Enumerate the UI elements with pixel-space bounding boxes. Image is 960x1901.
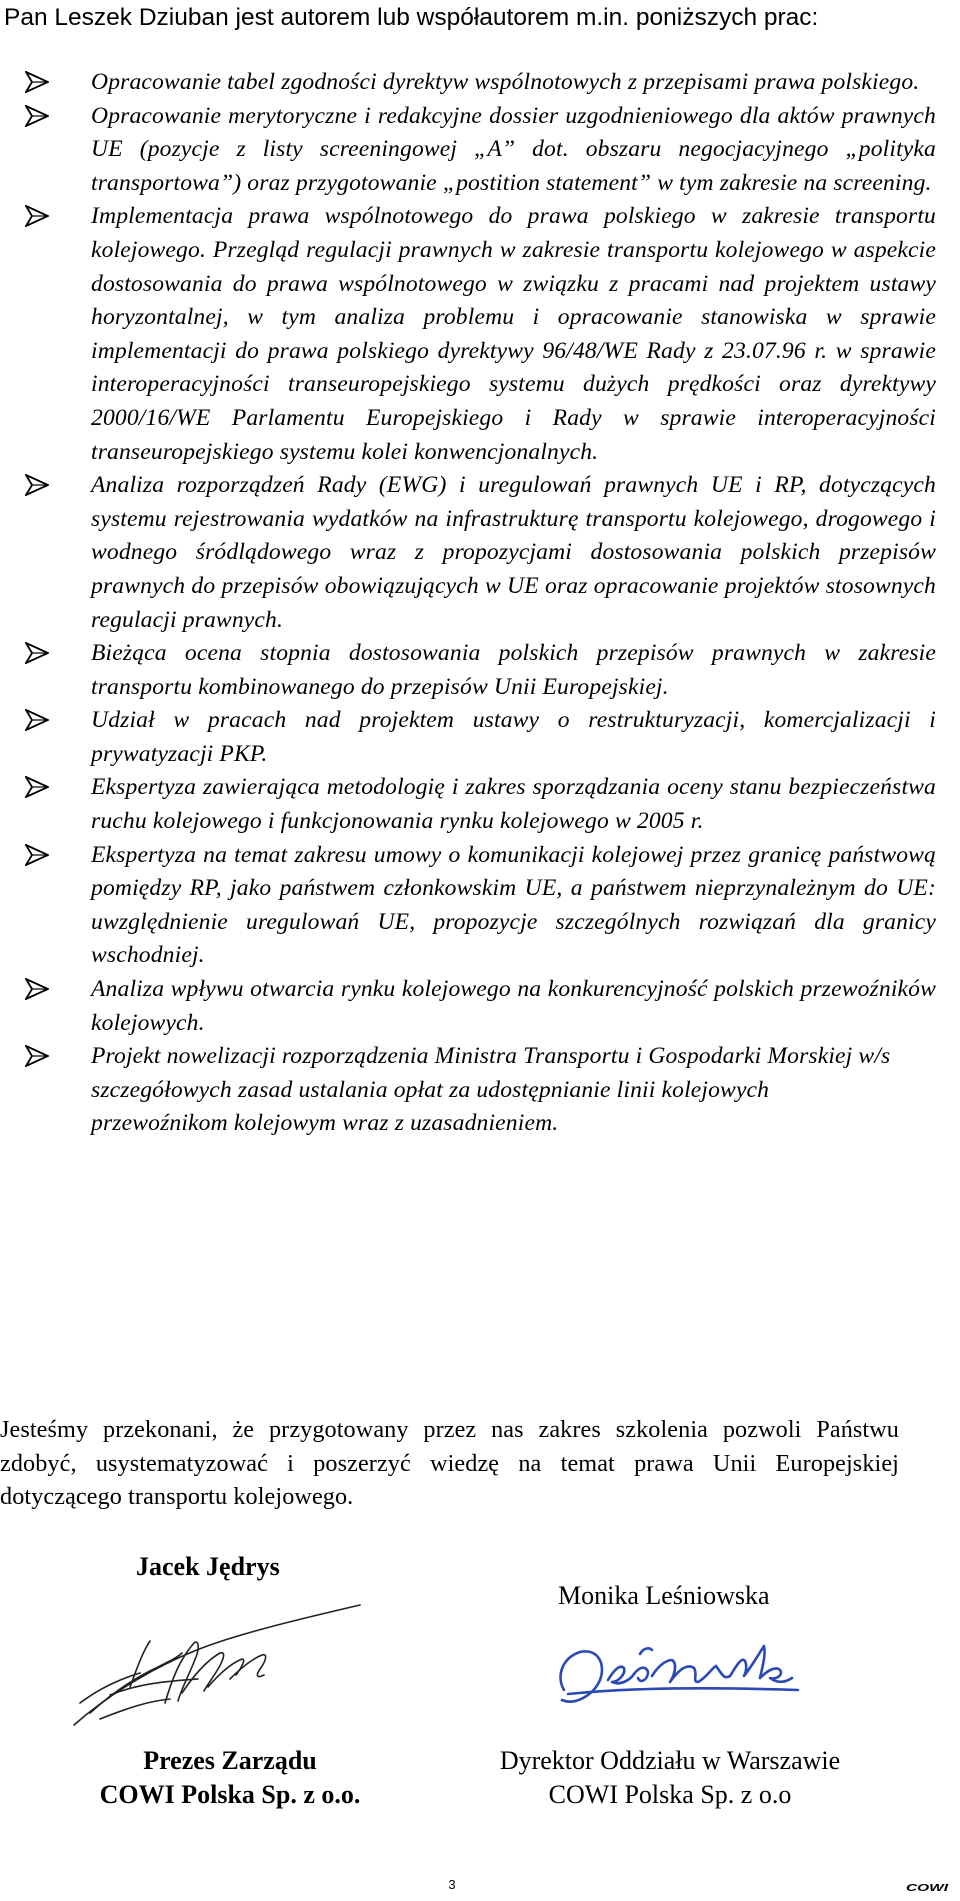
arrowhead-bullet-icon <box>25 709 49 731</box>
list-item-text: Ekspertyza zawierająca metodologię i zakres sporządzania oceny stanu bezpieczeństwa ruchu kolejowego i funkcjonowania rynku kolejowego w 2005 r. <box>91 774 936 835</box>
list-item-text: Projekt nowelizacji rozporządzenia Ministra Transportu i Gospodarki Morskiej w/s szczegółowych zasad ustalania opłat za udostępnianie linii kolejowych przewoźnikom kolejowym wraz z uzasadnieniem. <box>91 1043 891 1137</box>
arrowhead-bullet-icon <box>25 474 49 496</box>
list-item <box>0 704 960 771</box>
list-item-text: Bieżąca ocena stopnia dostosowania polskich przepisów prawnych w zakresie transportu kombinowanego do przepisów Unii Europejskiej. <box>91 640 936 700</box>
arrowhead-bullet-icon <box>25 642 49 664</box>
signatory-right-company: COWI Polska Sp. z o.o <box>548 1780 792 1809</box>
closing-paragraph: Jesteśmy przekonani, że przygotowany przez nas zakres szkolenia pozwoli Państwu zdobyć, usystematyzować i poszerzyć wiedzę na temat prawa Unii Europejskiej dotyczącego transportu kolejowego. <box>0 1416 899 1511</box>
list-item <box>0 771 960 838</box>
arrowhead-bullet-icon <box>25 205 49 227</box>
list-item <box>0 973 960 1040</box>
arrowhead-bullet-icon <box>25 978 49 1000</box>
arrowhead-bullet-icon <box>25 71 49 93</box>
list-item-text: Analiza wpływu otwarcia rynku kolejowego na konkurencyjność polskich przewoźników kolejowych. <box>91 976 936 1036</box>
list-item <box>0 637 960 704</box>
signatory-left-role: Prezes Zarządu <box>143 1746 317 1775</box>
page-number: 3 <box>448 1877 456 1892</box>
signatory-left-company: COWI Polska Sp. z o.o. <box>99 1780 361 1809</box>
arrowhead-bullet-icon <box>25 844 49 866</box>
list-item <box>0 200 960 469</box>
cowi-logo <box>906 1880 950 1892</box>
list-item-text: Opracowanie merytoryczne i redakcyjne dossier uzgodnieniowego dla aktów prawnych UE (pozycje z listy screeningowej „A” dot. obszaru negocjacyjnego „polityka transportowa”) oraz przygotowanie „postition statement” w tym zakresie na screening. <box>91 102 936 196</box>
list-item <box>0 839 960 973</box>
list-item <box>0 469 960 637</box>
arrowhead-bullet-icon <box>25 105 49 127</box>
list-item-text: Udział w pracach nad projektem ustawy o restrukturyzacji, komercjalizacji i prywatyzacji PKP. <box>91 707 936 767</box>
list-item <box>0 1040 960 1141</box>
signatory-right-block <box>470 1744 870 1812</box>
signatory-right-role: Dyrektor Oddziału w Warszawie <box>499 1746 841 1775</box>
signature-right-image <box>548 1630 818 1730</box>
intro-line: Pan Leszek Dziuban jest autorem lub współautorem m.in. poniższych prac: <box>4 4 819 31</box>
publication-list <box>0 66 960 1141</box>
signature-left-image <box>70 1583 370 1733</box>
list-item-text: Ekspertyza na temat zakresu umowy o komunikacji kolejowej przez granicę państwową pomiędzy RP, jako państwem członkowskim UE, a państwem nieprzynależnym do UE: uwzględnienie uregulowań UE, propozycje szczególnych rozwiązań dla granicy wschodniej. <box>91 841 936 969</box>
signatory-left-block <box>60 1744 400 1812</box>
signatory-left-name: Jacek Jędrys <box>136 1552 280 1581</box>
list-item-text: Opracowanie tabel zgodności dyrektyw wspólnotowych z przepisami prawa polskiego. <box>91 69 920 95</box>
arrowhead-bullet-icon <box>25 1045 49 1067</box>
signatory-right-name: Monika Leśniowska <box>558 1581 770 1610</box>
list-item <box>0 66 960 100</box>
list-item-text: Implementacja prawa wspólnotowego do prawa polskiego w zakresie transportu kolejowego. Przegląd regulacji prawnych w zakresie transportu kolejowego w aspekcie dostosowania do prawa wspólnotowego w związku z pracami nad projektem ustawy horyzontalnej, w tym analiza problemu i opracowanie stanowiska w sprawie implementacji do prawa polskiego dyrektywy 96/48/WE Rady z 23.07.96 r. w sprawie interoperacyjności transeuropejskiego systemu dużych prędkości oraz dyrektywy 2000/16/WE Parlamentu Europejskiego i Rady w sprawie interoperacyjności transeuropejskiego systemu kolei konwencjonalnych. <box>91 203 936 465</box>
cowi-logo-text: COWI <box>906 1883 949 1893</box>
list-item-text: Analiza rozporządzeń Rady (EWG) i uregulowań prawnych UE i RP, dotyczących systemu rejestrowania wydatków na infrastrukturę transportu kolejowego, drogowego i wodnego śródlądowego wraz z propozycjami dostosowania polskich przepisów prawnych do przepisów obowiązujących w UE oraz opracowanie projektów stosownych regulacji prawnych. <box>91 472 936 633</box>
list-item <box>0 100 960 201</box>
arrowhead-bullet-icon <box>25 776 49 798</box>
